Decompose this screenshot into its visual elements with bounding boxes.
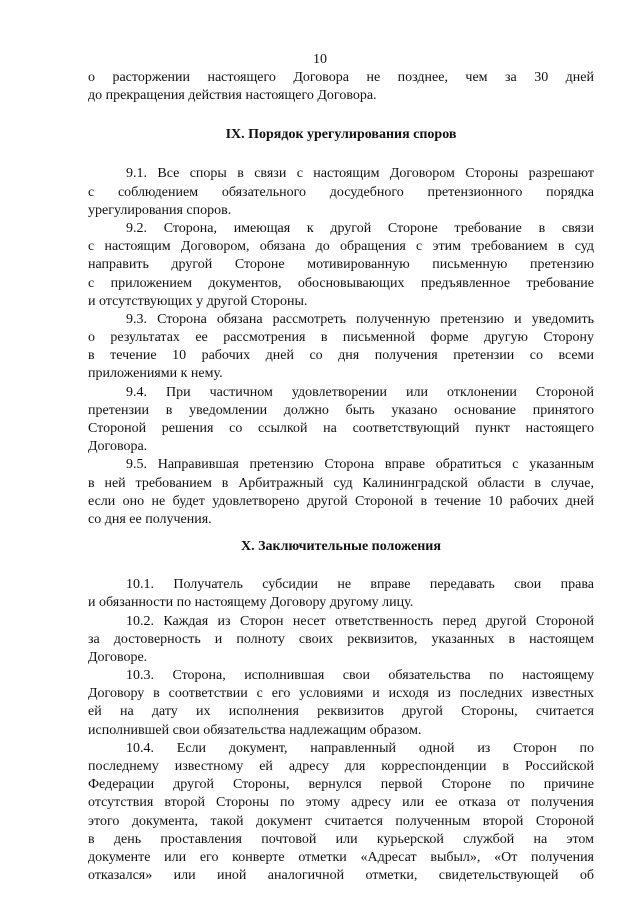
paragraph-line: 10.1. Получатель субсидии не вправе передавать свои права [126, 577, 594, 593]
paragraph-line: о результатах ее рассмотрения в письменной форме другую Сторону [88, 330, 594, 346]
paragraph-line: с настоящим Договором, обязана до обращения с этим требованием в суд [88, 239, 594, 255]
paragraph-line: если оно не будет удовлетворено другой Стороной в течение 10 рабочих дней [88, 493, 594, 509]
paragraph-line: 10.3. Сторона, исполнившая свои обязательства по настоящему [126, 668, 594, 684]
paragraph-line: Договору в соответствии с его условиями и исходя из последних известных [88, 686, 594, 702]
paragraph-line: 9.2. Сторона, имеющая к другой Стороне требование в связи [126, 220, 594, 236]
paragraph-line: с соблюдением обязательного досудебного претензионного порядка [88, 184, 594, 200]
paragraph-line: 9.3. Сторона обязана рассмотреть полученную претензию и уведомить [126, 311, 594, 327]
paragraph-line: претензии в уведомлении должно быть указано основание принятого [88, 402, 594, 418]
paragraph-line: 9.5. Направившая претензию Сторона вправе обратиться с указанным [126, 457, 594, 473]
clause-9-1 [88, 165, 594, 220]
paragraph-line: Федерации другой Стороны, вернулся первой Стороне по причине [88, 777, 594, 793]
clause-10-1 [88, 576, 594, 612]
paragraph-line: этого документа, такой документ считается полученным второй Стороной [88, 813, 594, 829]
clause-9-3 [88, 311, 594, 384]
paragraph-line: и обязанности по настоящему Договору другому лицу. [88, 595, 414, 611]
paragraph-line: приложениями к нему. [88, 366, 223, 382]
paragraph-line: Договора. [88, 439, 148, 455]
paragraph-line: 10.2. Каждая из Сторон несет ответственность перед другой Стороной [126, 613, 594, 629]
paragraph-line: с приложением документов, обосновывающих предъявленное требование [88, 275, 594, 291]
clause-10-2 [88, 613, 594, 668]
clause-10-3 [88, 667, 594, 740]
paragraph-line: в течение 10 рабочих дней со дня получения претензии со всеми [88, 348, 594, 364]
clause-9-5 [88, 456, 594, 529]
paragraph-line: и отсутствующих у другой Стороны. [88, 293, 308, 309]
page-number: 10 [313, 52, 327, 67]
paragraph-line: о расторжении настоящего Договора не позднее, чем за 30 дней [88, 70, 594, 85]
paragraph-line: 9.1. Все споры в связи с настоящим Договором Стороны разрешают [126, 166, 594, 182]
paragraph-line: исполнившей свои обязательства надлежащим образом. [88, 722, 422, 738]
paragraph-line: со дня ее получения. [88, 511, 212, 527]
paragraph-line: 10.4. Если документ, направленный одной из Сторон по [126, 740, 594, 756]
paragraph-line: в день проставления почтовой или курьерской службой на этом [88, 831, 594, 847]
paragraph-line: урегулирования споров. [88, 202, 232, 218]
paragraph-line: 9.4. При частичном удовлетворении или отклонении Стороной [126, 384, 594, 400]
section-ix-body [88, 165, 594, 529]
section-ix-heading: IX. Порядок урегулирования споров [225, 127, 457, 143]
paragraph-line: направить другой Стороне мотивированную письменную претензию [88, 257, 594, 273]
paragraph-line: отсутствия второй Стороны по этому адресу или ее отказа от получения [88, 795, 594, 811]
paragraph-line: за достоверность и полноту своих реквизитов, указанных в настоящем [88, 631, 594, 647]
paragraph-line: последнему известному ей адресу для корреспонденции в Российской [88, 759, 594, 774]
paragraph-line: Договоре. [88, 649, 148, 665]
paragraph-line: в ней требованием в Арбитражный суд Калининградской области в случае, [88, 475, 594, 491]
document-body [88, 69, 594, 885]
clause-9-4 [88, 384, 594, 457]
paragraph-line: Стороной решения со ссылкой на соответствующий пункт настоящего [88, 421, 594, 436]
section-x-body [88, 576, 594, 885]
clause-9-2 [88, 220, 594, 311]
paragraph-line: ей на дату их исполнения реквизитов другой Стороны, считается [88, 704, 594, 720]
paragraph-line: документе или его конверте отметки «Адресат выбыл», «От получения [88, 849, 594, 865]
intro-paragraph [88, 69, 594, 105]
paragraph-line: отказался» или иной аналогичной отметки, свидетельствующей об [88, 868, 594, 884]
clause-10-4 [88, 740, 594, 886]
section-x-heading: X. Заключительные положения [241, 539, 441, 555]
paragraph-line: до прекращения действия настоящего Договора. [88, 88, 377, 104]
